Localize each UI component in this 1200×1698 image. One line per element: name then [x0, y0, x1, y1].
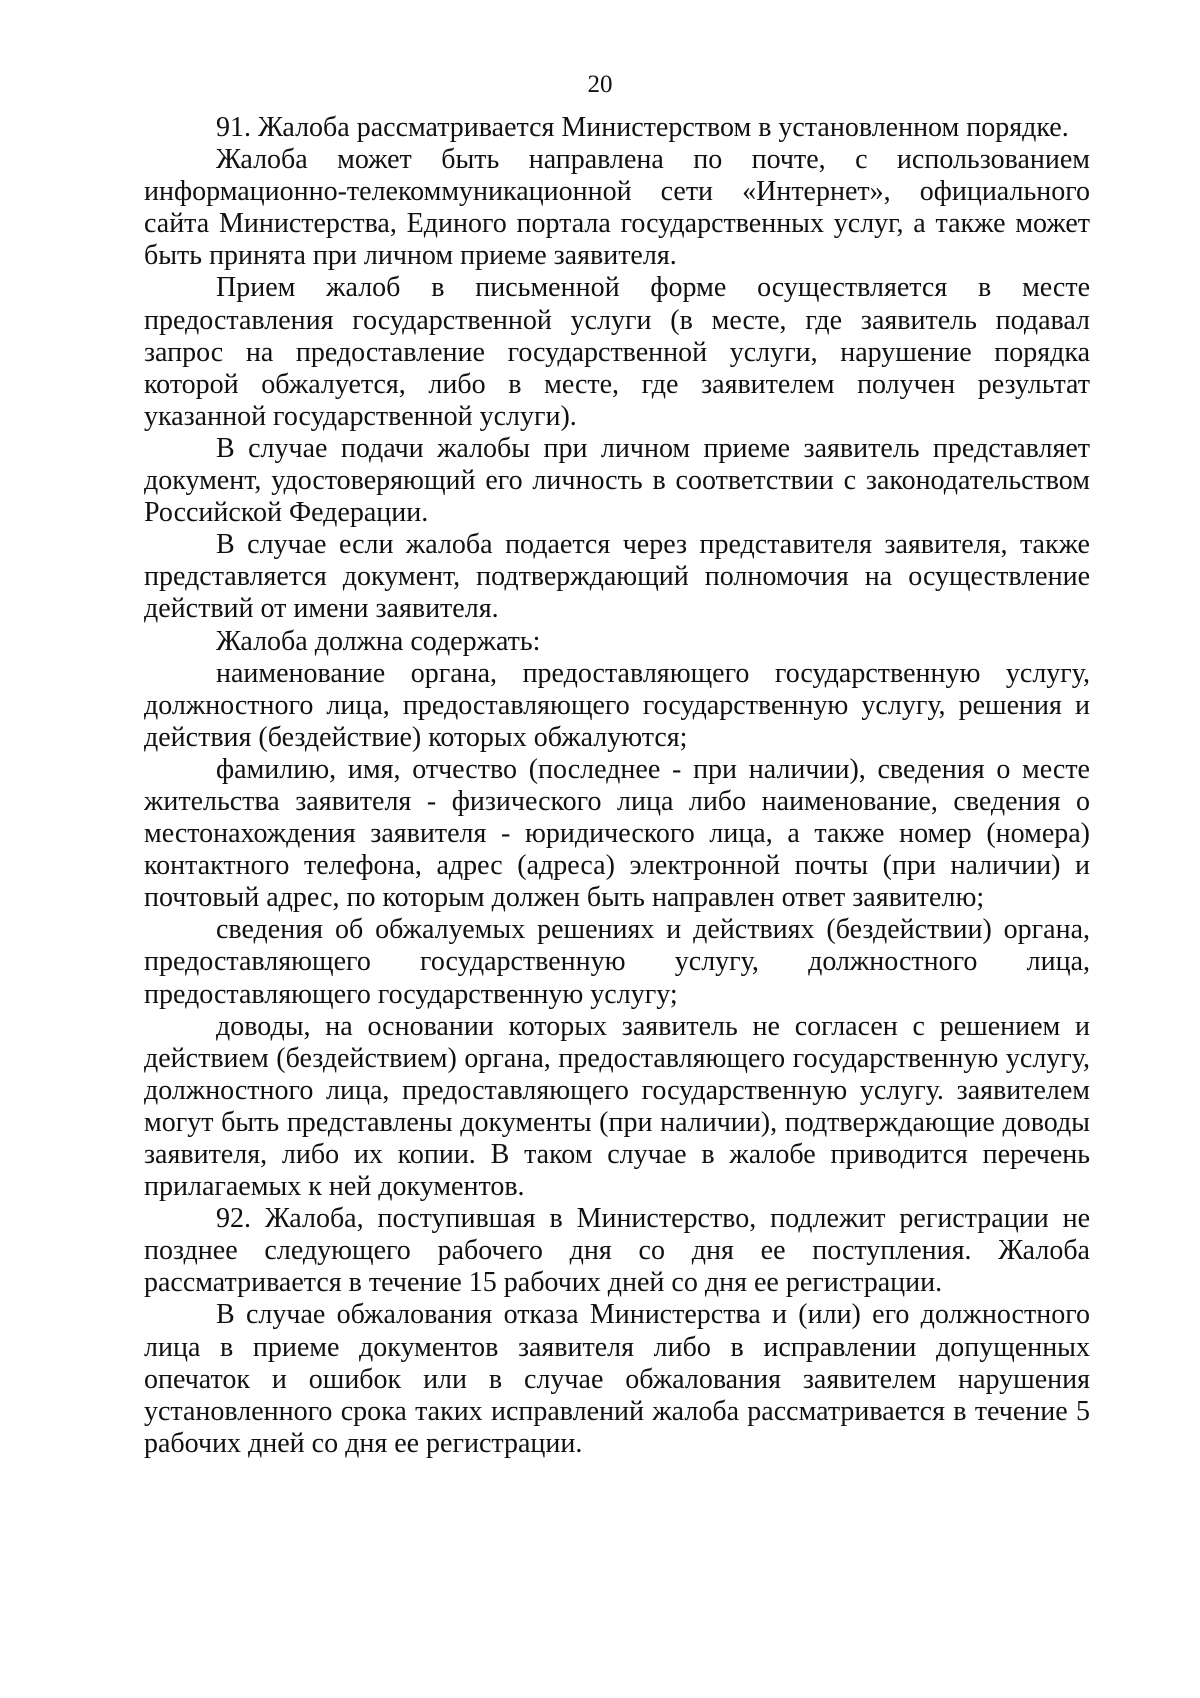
- page-number: 20: [587, 71, 613, 98]
- paragraph-identity-document: В случае подачи жалобы при личном приеме заявитель представляет документ, удостоверяющий его личность в соответствии с законодательством Российской Федерации.: [144, 432, 1090, 529]
- paragraph-submission-channels: Жалоба может быть направлена по почте, с использованием информационно-телекоммуникационной сети «Интернет», официального сайта Министерства, Единого портала государственных услуг, а также может быть принята при личном приеме заявителя.: [144, 144, 1090, 272]
- paragraph-92: 92. Жалоба, поступившая в Министерство, подлежит регистрации не позднее следующего рабочего дня со дня ее поступления. Жалоба рассматривается в течение 15 рабочих дней со дня ее регистрации.: [144, 1203, 1090, 1299]
- paragraph-written-reception: Прием жалоб в письменной форме осуществляется в месте предоставления государственной услуги (в месте, где заявитель подавал запрос на предоставление государственной услуги, нарушение порядка которой обжалуется, либо в месте, где заявителем получен результат указанной государственной услуги).: [144, 272, 1090, 432]
- list-item-appealed-decisions: сведения об обжалуемых решениях и действиях (бездействии) органа, предоставляющего государственную услугу, должностного лица, предоставляющего государственную услугу;: [144, 914, 1090, 1010]
- paragraph-complaint-contents-intro: Жалоба должна содержать:: [216, 625, 541, 657]
- list-item-arguments: доводы, на основании которых заявитель не согласен с решением и действием (бездействием) органа, предоставляющего государственную услугу, должностного лица, предоставляющего государственную услугу. заявителем могут быть представлены документы (при наличии), подтверждающие доводы заявителя, либо их копии. В таком случае в жалобе приводится перечень прилагаемых к ней документов.: [144, 1010, 1090, 1203]
- paragraph-91: 91. Жалоба рассматривается Министерством в установленном порядке.: [216, 112, 1069, 143]
- document-body: [144, 112, 1090, 1460]
- paragraph-representative: В случае если жалоба подается через представителя заявителя, также представляется документ, подтверждающий полномочия на осуществление действий от имени заявителя.: [144, 529, 1090, 625]
- list-item-authority-name: наименование органа, предоставляющего государственную услугу, должностного лица, предоставляющего государственную услугу, решения и действия (бездействие) которых обжалуются;: [144, 657, 1090, 753]
- paragraph-refusal-appeal: В случае обжалования отказа Министерства и (или) его должностного лица в приеме документов заявителя либо в исправлении допущенных опечаток и ошибок или в случае обжалования заявителем нарушения установленного срока таких исправлений жалоба рассматривается в течение 5 рабочих дней со дня ее регистрации.: [144, 1299, 1090, 1459]
- list-item-applicant-details: фамилию, имя, отчество (последнее - при наличии), сведения о месте жительства заявителя - физического лица либо наименование, сведения о местонахождения заявителя - юридического лица, а также номер (номера) контактного телефона, адрес (адреса) электронной почты (при наличии) и почтовый адрес, по которым должен быть направлен ответ заявителю;: [144, 753, 1090, 914]
